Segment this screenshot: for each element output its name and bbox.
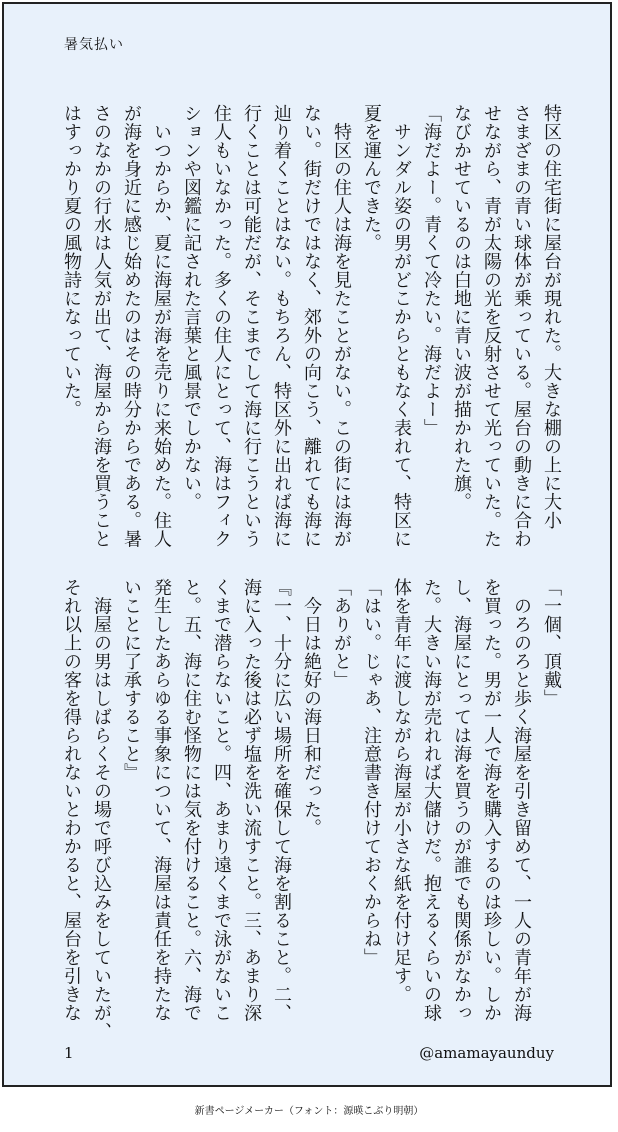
text-block-upper	[46, 104, 566, 548]
text-line: 辿り着くことはない。もちろん、特区外に出れば海に	[271, 104, 292, 548]
text-line: いつからか、夏に海屋が海を売りに来始めた。住人	[151, 104, 172, 548]
text-line: それ以上の客を得られないとわかると、屋台を引きな	[61, 578, 82, 1022]
text-line: くまで潜らないこと。四、あまり遠くまで泳がないこ	[211, 578, 232, 1022]
text-line: なびかせているのは白地に青い波が描かれた旗。	[451, 104, 472, 511]
text-line: 特区の住人は海を見たことがない。この街には海が	[331, 104, 352, 548]
text-line: 今日は絶好の海日和だった。	[301, 578, 322, 837]
text-line: と。五、海に住む怪物には気を付けること。六、海で	[181, 578, 202, 1022]
text-line: 海に入った後は必ず塩を洗い流すこと。三、あまり深	[241, 578, 262, 1022]
text-line: た。大きい海が売れれば大儲けだ。抱えるくらいの球	[421, 578, 442, 1022]
text-line: 「一個、頂戴」	[541, 578, 562, 708]
text-line: 「海だよー。青くて冷たい。海だよー」	[421, 104, 442, 437]
text-line: 住人もいなかった。多くの住人にとって、海はフィク	[211, 104, 232, 548]
text-line: せながら、青が太陽の光を反射させて光っていた。た	[481, 104, 502, 548]
story-title: 暑気払い	[64, 37, 124, 53]
text-line: いことに了承すること』	[121, 578, 142, 782]
author-handle: @amamayaunduy	[419, 1044, 554, 1062]
text-line: のろのろと歩く海屋を引き留めて、一人の青年が海	[511, 578, 532, 1022]
text-line: 行くことは可能だが、そこまでして海に行こうという	[241, 104, 262, 548]
text-line: 「ありがと」	[331, 578, 352, 689]
text-line: が海を身近に感じ始めたのはその時分からである。暑	[121, 104, 142, 548]
generator-credit: 新書ページメーカー（フォント：源暎こぶり明朝）	[194, 1106, 424, 1117]
text-line: ションや図鑑に記された言葉と風景でしかない。	[181, 104, 202, 511]
text-line: 特区の住宅街に屋台が現れた。大きな棚の上に大小	[541, 104, 562, 530]
text-line: さのなかの行水は人気が出て、海屋から海を買うこと	[91, 104, 112, 548]
text-line: ない。街だけではなく、郊外の向こう、離れても海に	[301, 104, 322, 548]
text-line: し、海屋にとっては海を買うのが誰でも関係がなかっ	[451, 578, 472, 1022]
text-block-lower	[46, 578, 566, 1041]
text-line: はすっかり夏の風物詩になっていた。	[61, 104, 82, 419]
text-line: サンダル姿の男がどこからともなく表れて、特区に	[391, 104, 412, 548]
text-line: 「はい。じゃあ、注意書き付けておくからね」	[361, 578, 382, 967]
text-line: さまざまの青い球体が乗っている。屋台の動きに合わ	[511, 104, 532, 548]
text-line: 体を青年に渡しながら海屋が小さな紙を付け足す。	[391, 578, 412, 1004]
text-line: を買った。男が一人で海を購入するのは珍しい。しか	[481, 578, 502, 1022]
text-line: 海屋の男はしばらくその場で呼び込みをしていたが、	[91, 578, 112, 1041]
text-line: 発生したあらゆる事象について、海屋は責任を持たな	[151, 578, 172, 1022]
text-line: 『一、十分に広い場所を確保して海を割ること。二、	[271, 578, 292, 1022]
text-line: 夏を運んできた。	[361, 104, 382, 252]
manuscript-page	[2, 2, 612, 1087]
page-number: 1	[64, 1044, 74, 1062]
